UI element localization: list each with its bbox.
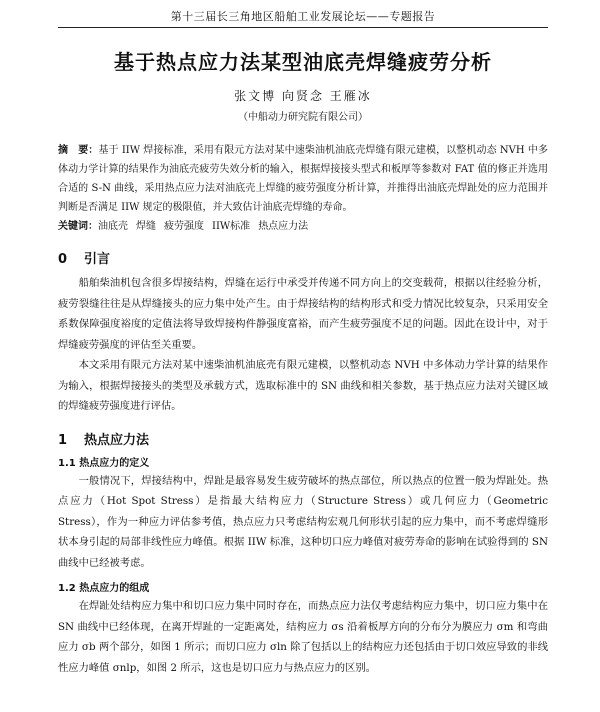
running-header: 第十三届长三角地区船舶工业发展论坛——专题报告 [58, 0, 548, 28]
subsection-heading: 1.1 热点应力的定义 [58, 457, 150, 469]
section-heading-introduction [58, 248, 548, 267]
section-title: 引言 [84, 252, 111, 267]
subsection-heading: 1.2 热点应力的组成 [58, 583, 150, 594]
paragraph: 一般情况下，焊接结构中，焊趾是最容易发生疲劳破坏的热点部位，所以热点的位置一般为焊趾处。热点应力（Hot Spot Stress）是指最大结构应力（Structure Stress）或几何应力（Geometric Stress），作为一种应力评估参考值，热点应力只考虑结构宏观几何形状引起的应力集中，而不考虑焊缝形状本身引起的局部非线性应力峰值。根据 IIW 标准，这种切口应力峰值对疲劳寿命的影响在试验得到的 SN 曲线中已经被考虑。 [58, 474, 548, 569]
paper-title: 基于热点应力法某型油底壳焊缝疲劳分析 [114, 50, 492, 74]
keyword: IIW标准 [212, 221, 251, 232]
abstract-text: 基于 IIW 焊接标准，采用有限元方法对某中速柴油机油底壳焊缝有限元建模，以整机动态 NVH 中多体动力学计算的结果作为油底壳疲劳失效分析的输入，根据焊接接头型式和板厚等参数对 FAT 值的修正并选用合适的 S-N 曲线，采用热点应力法对油底壳上焊缝的疲劳强度分析计算，并推得出油底壳焊趾处的应力范围并判断是否满足 IIW 规定的极限值，并大致估计油底壳焊缝的寿命。 [58, 145, 548, 213]
section-number: 1 [58, 432, 68, 448]
abstract [58, 141, 548, 217]
section-number: 0 [58, 252, 68, 267]
keyword: 油底壳 [98, 221, 128, 232]
keyword: 焊缝 [136, 221, 156, 232]
section-heading-hot-spot-stress [58, 429, 548, 448]
abstract-label: 摘 要： [58, 145, 99, 156]
paragraph: 在焊趾处结构应力集中和切口应力集中同时存在，而热点应力法仅考虑结构应力集中，切口应力集中在 SN 曲线中已经体现，在离开焊趾的一定距离处，结构应力 σs 沿着板厚方向的分布分为膜应力 σm 和弯曲应力 σb 两个部分，如图 1 所示；而切口应力 σln 除了包括以上的结构应力还包括由于切口效应导致的非线性应力峰值 σnlp，如图 2 所示，这也是切口应力与热点应力的区别。 [58, 600, 548, 674]
paragraph: 本文采用有限元方法对某中速柴油机油底壳有限元建模，以整机动态 NVH 中多体动力学计算的结果作为输入，根据焊接接头的类型及承载方式，选取标准中的 SN 曲线和相关参数，基于热点应力法对关键区域的焊缝疲劳强度进行评估。 [58, 359, 548, 412]
keywords-label: 关键词： [58, 221, 98, 232]
affiliation: （中船动力研究院有限公司） [238, 112, 368, 123]
section-title: 热点应力法 [84, 432, 150, 448]
paragraph: 船舶柴油机包含很多焊接结构，焊缝在运行中承受并传递不同方向上的交变载荷，根据以往经验分析，疲劳裂缝往往是从焊缝接头的应力集中处产生。由于焊接结构的结构形式和受力情况比较复杂，只采用安全系数保障强度裕度的定值法将导致焊接构件静强度富裕，而产生疲劳强度不足的问题。因此在设计中，对于焊缝疲劳强度的评估至关重要。 [58, 277, 548, 351]
keywords [58, 217, 548, 236]
keyword: 热点应力法 [258, 221, 309, 232]
keyword: 疲劳强度 [164, 221, 204, 232]
author-list: 张文博 向贤念 王雁冰 [234, 89, 372, 103]
